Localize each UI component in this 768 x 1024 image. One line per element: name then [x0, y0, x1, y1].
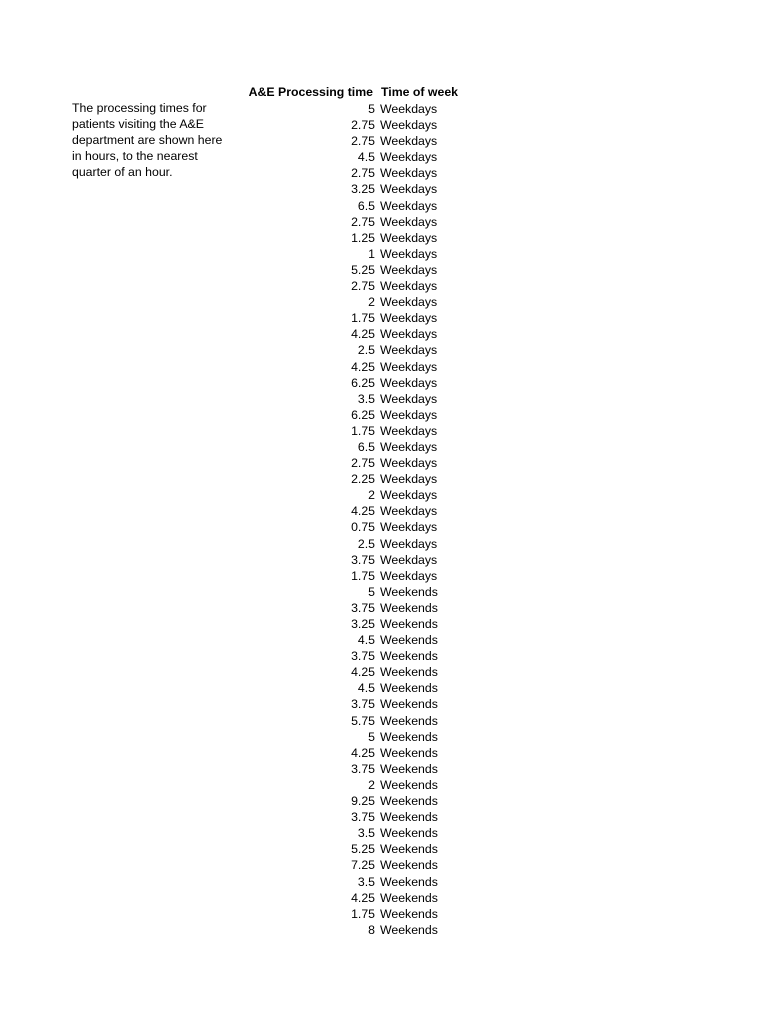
table-row — [232, 874, 491, 890]
header-processing-time: A&E Processing time — [248, 85, 373, 99]
processing-time-cell: 3.75 — [351, 697, 375, 712]
table-row — [232, 181, 491, 197]
table-row — [232, 133, 491, 149]
note-line: department are shown here — [72, 133, 223, 148]
time-of-week-cell: Weekends — [380, 745, 438, 760]
time-of-week-cell: Weekdays — [380, 391, 438, 406]
time-of-week-cell: Weekends — [380, 906, 438, 921]
table-row — [232, 101, 491, 117]
processing-time-cell: 5 — [368, 584, 375, 599]
header-time-of-week: Time of week — [381, 85, 458, 99]
time-of-week-cell: Weekends — [380, 826, 438, 841]
processing-time-cell: 3.75 — [351, 552, 375, 567]
processing-time-cell: 3.75 — [351, 761, 375, 776]
note-line: quarter of an hour. — [72, 165, 173, 180]
time-of-week-cell: Weekdays — [380, 407, 438, 422]
processing-time-cell: 2 — [368, 488, 375, 503]
time-of-week-cell: Weekends — [380, 729, 438, 744]
table-row — [232, 439, 491, 455]
time-of-week-cell: Weekdays — [380, 359, 438, 374]
table-row — [232, 214, 491, 230]
time-of-week-cell: Weekends — [380, 681, 438, 696]
table-row — [232, 391, 491, 407]
processing-time-cell: 4.25 — [351, 665, 375, 680]
processing-time-cell: 8 — [368, 922, 375, 937]
table-row — [232, 262, 491, 278]
processing-time-cell: 5.25 — [351, 842, 375, 857]
time-of-week-cell: Weekdays — [380, 118, 438, 133]
processing-time-cell: 2.75 — [351, 456, 375, 471]
table-row — [232, 906, 491, 922]
table-row — [232, 648, 491, 664]
table-row — [232, 713, 491, 729]
processing-time-cell: 2.75 — [351, 214, 375, 229]
table-row — [232, 857, 491, 873]
time-of-week-cell: Weekdays — [380, 246, 438, 261]
time-of-week-cell: Weekdays — [380, 166, 438, 181]
table-row — [232, 407, 491, 423]
table-row — [232, 423, 491, 439]
table-row — [232, 487, 491, 503]
processing-time-cell: 2.75 — [351, 118, 375, 133]
table-row — [232, 503, 491, 519]
table-row — [232, 761, 491, 777]
processing-time-cell: 1.75 — [351, 311, 375, 326]
processing-time-cell: 3.5 — [357, 391, 375, 406]
time-of-week-cell: Weekdays — [380, 520, 438, 535]
table-row — [232, 165, 491, 181]
table-row — [232, 729, 491, 745]
table-row — [232, 198, 491, 214]
table-row — [232, 632, 491, 648]
time-of-week-cell: Weekdays — [380, 102, 438, 116]
time-of-week-cell: Weekdays — [380, 504, 438, 519]
time-of-week-cell: Weekdays — [380, 536, 438, 551]
time-of-week-cell: Weekends — [380, 858, 438, 873]
processing-time-cell: 2 — [368, 295, 375, 310]
description-note — [72, 100, 242, 180]
table-row — [232, 310, 491, 326]
table-row — [232, 616, 491, 632]
note-line: The processing times for — [72, 101, 207, 115]
time-of-week-cell: Weekdays — [380, 214, 438, 229]
processing-time-cell: 2.25 — [351, 472, 375, 487]
time-of-week-cell: Weekends — [380, 697, 438, 712]
time-of-week-cell: Weekdays — [380, 262, 438, 277]
table-row — [232, 375, 491, 391]
time-of-week-cell: Weekdays — [380, 295, 438, 310]
time-of-week-cell: Weekdays — [380, 568, 438, 583]
processing-time-cell: 4.25 — [351, 359, 375, 374]
time-of-week-cell: Weekends — [380, 633, 438, 648]
table-body — [232, 101, 491, 938]
table-row — [232, 359, 491, 375]
processing-time-cell: 4.5 — [357, 150, 375, 165]
processing-time-cell: 4.5 — [357, 681, 375, 696]
table-row — [232, 230, 491, 246]
processing-time-cell: 6.25 — [351, 375, 375, 390]
processing-time-cell: 2 — [368, 777, 375, 792]
note-line: in hours, to the nearest — [72, 149, 198, 164]
table-row — [232, 664, 491, 680]
time-of-week-cell: Weekends — [380, 777, 438, 792]
processing-time-cell: 4.25 — [351, 504, 375, 519]
table-row — [232, 455, 491, 471]
time-of-week-cell: Weekdays — [380, 230, 438, 245]
processing-time-cell: 2.5 — [357, 343, 375, 358]
time-of-week-cell: Weekends — [380, 761, 438, 776]
time-of-week-cell: Weekdays — [380, 311, 438, 326]
processing-time-cell: 3.75 — [351, 600, 375, 615]
time-of-week-cell: Weekends — [380, 713, 438, 728]
table-row — [232, 600, 491, 616]
time-of-week-cell: Weekends — [380, 810, 438, 825]
table-row — [232, 326, 491, 342]
table-row — [232, 890, 491, 906]
table-row — [232, 777, 491, 793]
time-of-week-cell: Weekends — [380, 874, 438, 889]
time-of-week-cell: Weekends — [380, 922, 438, 937]
processing-time-cell: 4.5 — [357, 633, 375, 648]
processing-time-cell: 6.25 — [351, 407, 375, 422]
processing-time-cell: 4.25 — [351, 327, 375, 342]
table-row — [232, 294, 491, 310]
processing-time-cell: 2.75 — [351, 166, 375, 181]
time-of-week-cell: Weekdays — [380, 375, 438, 390]
processing-time-cell: 9.25 — [351, 794, 375, 809]
table-row — [232, 552, 491, 568]
table-row — [232, 584, 491, 600]
table-row — [232, 809, 491, 825]
table-row — [232, 536, 491, 552]
table-row — [232, 825, 491, 841]
processing-time-cell: 5.75 — [351, 713, 375, 728]
table-row — [232, 471, 491, 487]
processing-time-cell: 3.25 — [351, 182, 375, 197]
processing-time-cell: 1.75 — [351, 906, 375, 921]
table-row — [232, 922, 491, 938]
time-of-week-cell: Weekends — [380, 842, 438, 857]
time-of-week-cell: Weekends — [380, 617, 438, 631]
table-row — [232, 793, 491, 809]
processing-time-cell: 7.25 — [351, 858, 375, 873]
time-of-week-cell: Weekdays — [380, 439, 438, 454]
table-row — [232, 568, 491, 584]
table-row — [232, 117, 491, 133]
time-of-week-cell: Weekdays — [380, 150, 438, 165]
time-of-week-cell: Weekends — [380, 584, 438, 599]
time-of-week-cell: Weekdays — [380, 134, 438, 149]
table-header-row — [232, 84, 491, 101]
processing-time-cell: 2.5 — [357, 536, 375, 551]
table-row — [232, 149, 491, 165]
processing-time-cell: 6.5 — [357, 198, 375, 213]
time-of-week-cell: Weekends — [380, 649, 438, 664]
table-row — [232, 278, 491, 294]
time-of-week-cell: Weekdays — [380, 456, 438, 471]
processing-time-cell: 4.25 — [351, 745, 375, 760]
processing-time-cell: 2.75 — [351, 279, 375, 294]
time-of-week-cell: Weekdays — [380, 279, 438, 294]
processing-time-cell: 1.75 — [351, 423, 375, 438]
time-of-week-cell: Weekdays — [380, 327, 438, 342]
processing-time-cell: 1.75 — [351, 568, 375, 583]
table-row — [232, 680, 491, 696]
table-row — [232, 696, 491, 712]
processing-time-cell: 3.75 — [351, 810, 375, 825]
time-of-week-cell: Weekdays — [380, 552, 438, 567]
time-of-week-cell: Weekends — [380, 794, 438, 809]
processing-time-cell: 1.25 — [351, 230, 375, 245]
time-of-week-cell: Weekdays — [380, 343, 438, 358]
time-of-week-cell: Weekdays — [380, 182, 438, 197]
processing-time-table — [232, 84, 491, 938]
processing-time-cell: 5 — [368, 102, 375, 116]
processing-time-cell: 6.5 — [357, 439, 375, 454]
table-row — [232, 745, 491, 761]
processing-time-cell: 3.75 — [351, 649, 375, 664]
processing-time-cell: 0.75 — [351, 520, 375, 535]
note-line: patients visiting the A&E — [72, 117, 204, 132]
time-of-week-cell: Weekends — [380, 600, 438, 615]
time-of-week-cell: Weekdays — [380, 472, 438, 487]
processing-time-cell: 2.75 — [351, 134, 375, 149]
processing-time-cell: 4.25 — [351, 890, 375, 905]
processing-time-cell: 5 — [368, 729, 375, 744]
time-of-week-cell: Weekends — [380, 890, 438, 905]
processing-time-cell: 1 — [368, 246, 375, 261]
table-row — [232, 519, 491, 535]
processing-time-cell: 5.25 — [351, 262, 375, 277]
table-row — [232, 342, 491, 358]
time-of-week-cell: Weekdays — [380, 198, 438, 213]
time-of-week-cell: Weekdays — [380, 488, 438, 503]
table-row — [232, 246, 491, 262]
processing-time-cell: 3.5 — [357, 826, 375, 841]
time-of-week-cell: Weekends — [380, 665, 438, 680]
processing-time-cell: 3.25 — [351, 617, 375, 631]
time-of-week-cell: Weekdays — [380, 423, 438, 438]
processing-time-cell: 3.5 — [357, 874, 375, 889]
table-row — [232, 841, 491, 857]
